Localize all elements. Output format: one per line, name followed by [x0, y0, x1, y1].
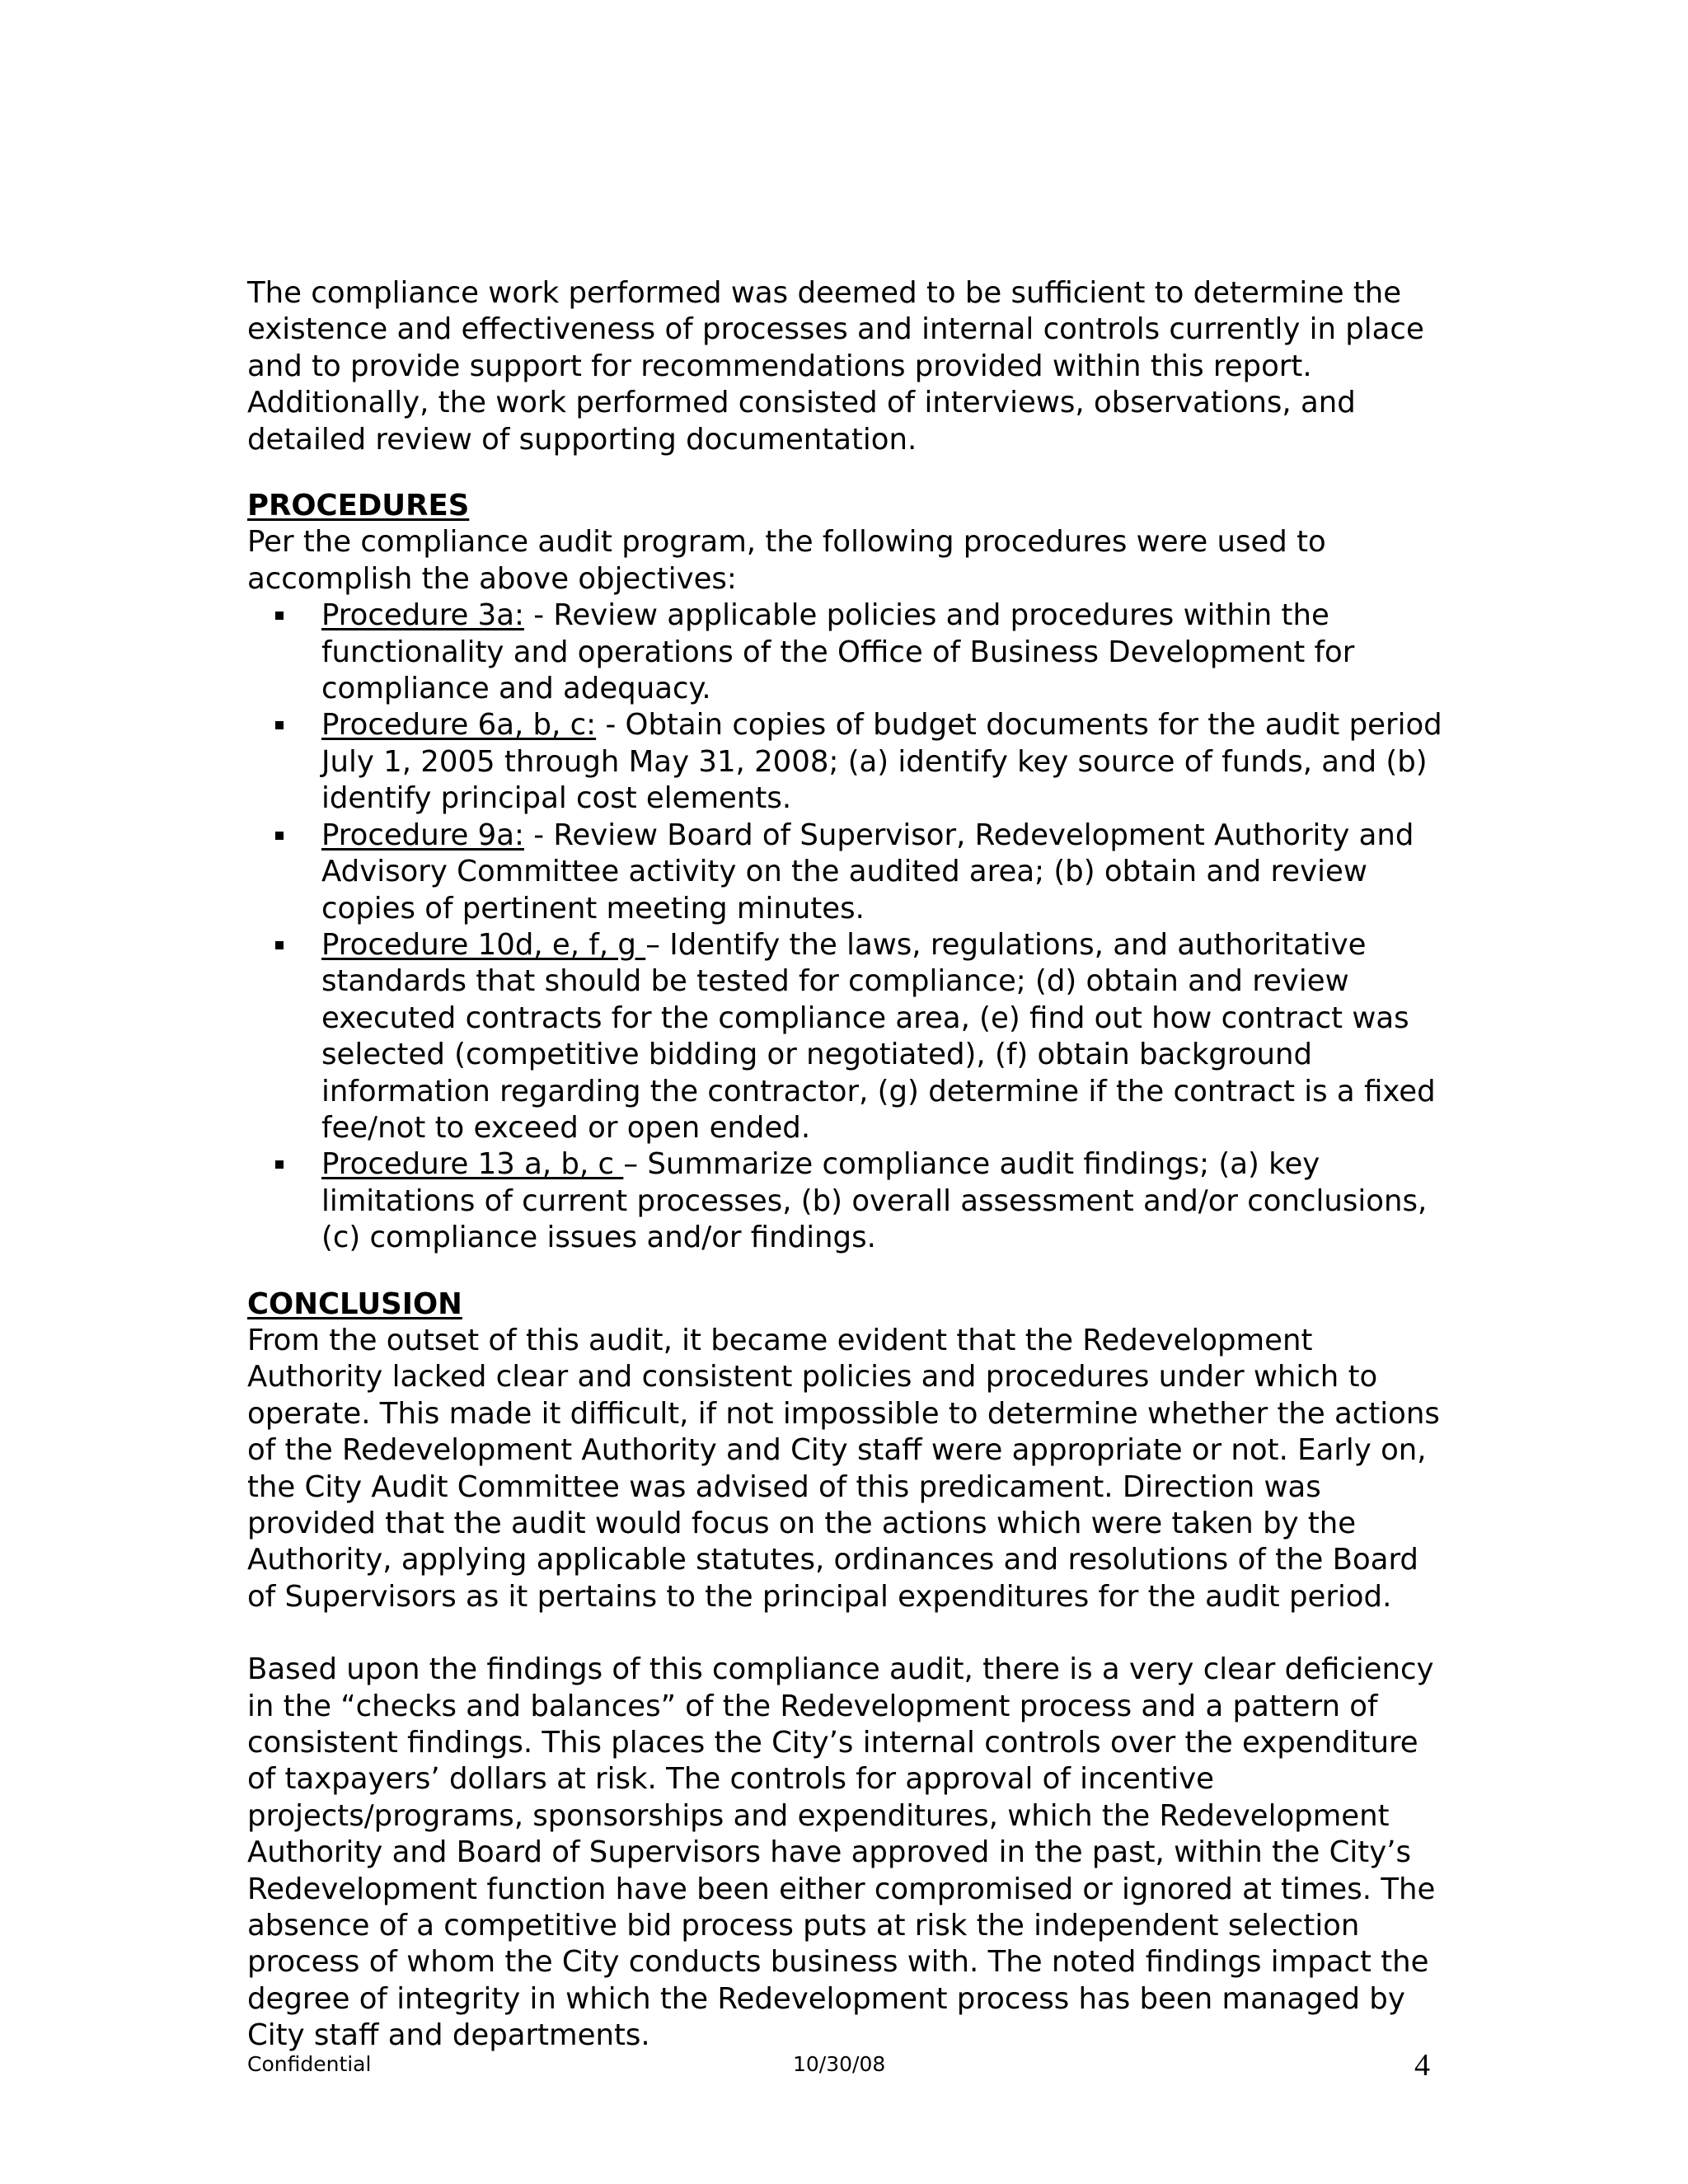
footer-date: 10/30/08 [793, 2052, 886, 2076]
bullet-icon [275, 941, 284, 949]
conclusion-paragraph-2: Based upon the findings of this compliance audit, there is a very clear deficiency in the “checks and balances” of the Redevelopment process and a pattern of consistent findings. This places the City’s internal controls over the expenditure of taxpayers’ dollars at risk. The controls for approval of incentive projects/programs, sponsorships and expenditures, which the Redevelopment Authority and Board of Supervisors have approved in the past, within the City’s Redevelopment function have been either compromised or ignored at times. The absence of a competitive bid process puts at risk the independent selection process of whom the City conducts business with. The noted findings impact the degree of integrity in which the Redevelopment process has been managed by City staff and departments. [247, 1652, 1436, 2053]
document-body [247, 275, 1451, 2055]
list-item [247, 1146, 1451, 1256]
procedure-label: Procedure 6a, b, c: [321, 708, 597, 743]
procedure-label: Procedure 10d, e, f, g [321, 927, 646, 962]
conclusion-heading: CONCLUSION [247, 1286, 462, 1321]
conclusion-paragraph-1: From the outset of this audit, it became evident that the Redevelopment Authority lacked clear and consistent policies and procedures under which to operate. This made it difficult, if not impossible to determine whether the actions of the Redevelopment Authority and City staff were appropriate or not. Early on, the City Audit Committee was advised of this predicament. Direction was provided that the audit would focus on the actions which were taken by the Authority, applying applicable statutes, ordinances and resolutions of the Board of Supervisors as it pertains to the principal expenditures for the audit period. [247, 1323, 1440, 1614]
procedures-heading: PROCEDURES [247, 489, 470, 523]
footer-confidential: Confidential [247, 2052, 372, 2076]
bullet-icon [275, 721, 284, 729]
page-number: 4 [1414, 2048, 1430, 2083]
procedure-label: Procedure 13 a, b, c [321, 1147, 624, 1182]
procedures-list [247, 598, 1451, 1256]
procedure-label: Procedure 3a: [321, 598, 524, 633]
procedure-text: - Review applicable policies and procedures within the functionality and operations of the Office of Business Development for compliance and adequacy. [321, 598, 1355, 706]
intro-paragraph: The compliance work performed was deemed to be sufficient to determine the existence and effectiveness of processes and internal controls currently in place and to provide support for recommendations provided within this report. Additionally, the work performed consisted of interviews, observations, and detailed review of supporting documentation. [247, 276, 1424, 457]
bullet-icon [275, 1160, 284, 1169]
procedure-label: Procedure 9a: [321, 818, 524, 852]
procedure-text: - Obtain copies of budget documents for the audit period July 1, 2005 through May 31, 2008; (a) identify key source of funds, and (b) identify principal cost elements. [321, 708, 1442, 816]
spacer [247, 1615, 1451, 1652]
procedures-intro: Per the compliance audit program, the following procedures were used to accomplish the above objectives: [247, 525, 1326, 596]
procedure-text: – Identify the laws, regulations, and authoritative standards that should be tested for compliance; (d) obtain and review executed contracts for the compliance area, (e) find out how contract was selected (competitive bidding or negotiated), (f) obtain background information regarding the contractor, (g) determine if the contract is a fixed fee/not to exceed or open ended. [321, 927, 1436, 1145]
list-item [247, 818, 1451, 927]
bullet-icon [275, 612, 284, 620]
spacer [247, 1257, 1451, 1286]
procedure-text: - Review Board of Supervisor, Redevelopment Authority and Advisory Committee activity on the audited area; (b) obtain and review copies of pertinent meeting minutes. [321, 818, 1414, 926]
bullet-icon [275, 832, 284, 840]
spacer [247, 458, 1451, 488]
procedure-text: – Summarize compliance audit findings; (a) key limitations of current processes, (b) overall assessment and/or conclusions, (c) compliance issues and/or findings. [321, 1147, 1428, 1255]
list-item [247, 707, 1451, 817]
list-item [247, 927, 1451, 1146]
list-item [247, 598, 1451, 707]
